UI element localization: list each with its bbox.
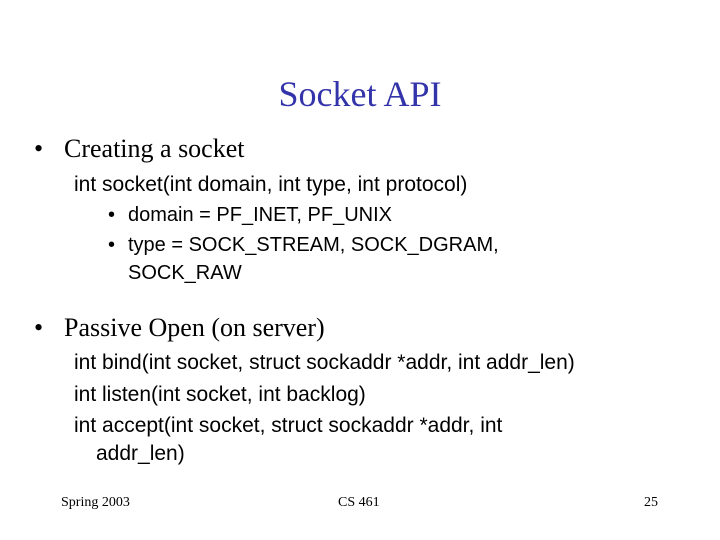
bullet-heading: Passive Open (on server) (64, 313, 325, 342)
slide-title (0, 74, 720, 114)
sub-item-text: domain = PF_INET, PF_UNIX (128, 204, 392, 226)
code-line-accept-continuation: addr_len) (96, 442, 185, 465)
sub-bullet-marker: • (108, 204, 116, 226)
bullet-marker: • (34, 313, 44, 342)
slide-title-text: Socket API (278, 74, 442, 114)
code-line-socket: int socket(int domain, int type, int protocol) (74, 173, 468, 196)
code-line-bind: int bind(int socket, struct sockaddr *addr, int addr_len) (74, 351, 575, 374)
bullet-passive-open (34, 313, 325, 343)
sub-item-domain (108, 202, 392, 228)
sub-item-type-continuation: SOCK_RAW (128, 262, 242, 284)
sub-bullet-marker: • (108, 234, 116, 256)
sub-item-text: type = SOCK_STREAM, SOCK_DGRAM, (128, 234, 499, 256)
footer-page-number: 25 (644, 495, 658, 510)
bullet-heading: Creating a socket (64, 134, 245, 163)
footer-left: Spring 2003 (61, 495, 130, 510)
bullet-marker: • (34, 134, 44, 163)
code-line-accept: int accept(int socket, struct sockaddr *addr, int (74, 414, 503, 437)
bullet-creating-socket (34, 134, 245, 164)
footer-center: CS 461 (338, 495, 380, 510)
sub-item-type (108, 232, 499, 258)
code-line-listen: int listen(int socket, int backlog) (74, 383, 366, 406)
